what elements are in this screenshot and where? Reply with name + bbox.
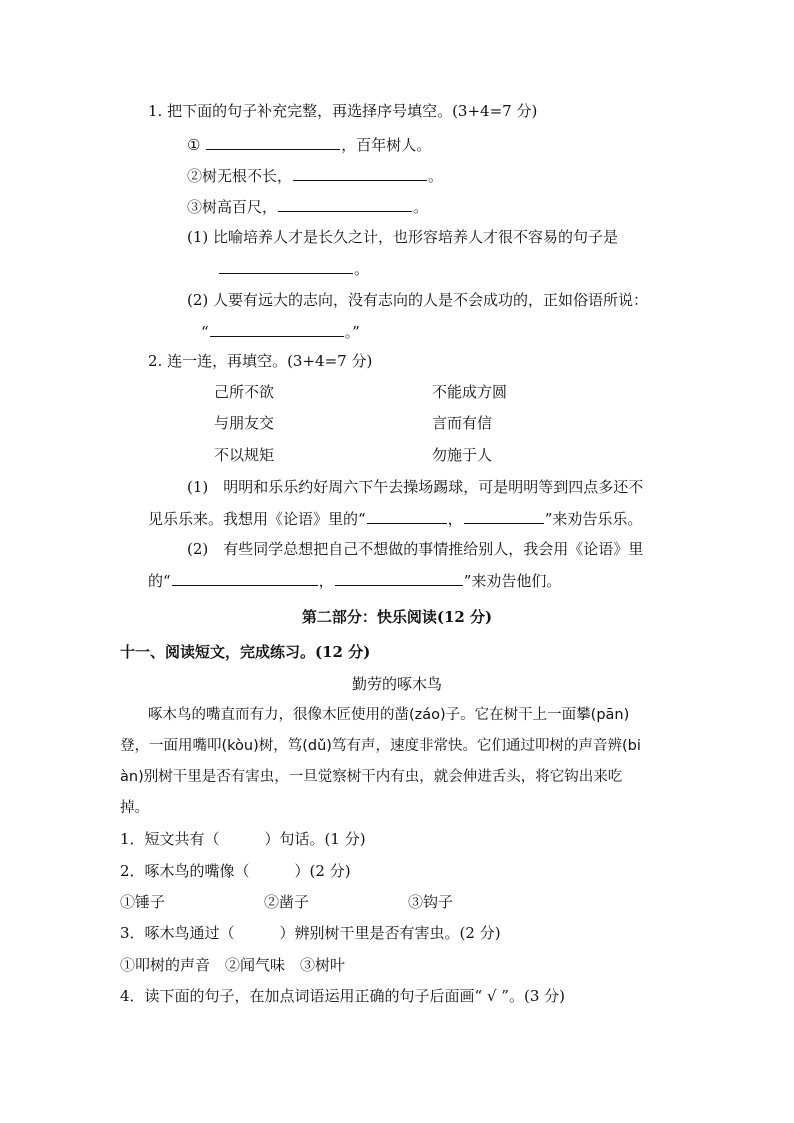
part2-heading: 第二部分：快乐阅读(12 分) [301, 608, 493, 626]
q1-item1-blank[interactable] [206, 134, 340, 150]
q2-sub1-blank-1[interactable] [367, 508, 447, 524]
q1-sub2-answer: “ 。” [201, 323, 360, 341]
q2-sub1-blank-2[interactable] [464, 508, 544, 524]
q2-right-3[interactable]: 勿施于人 [432, 446, 493, 464]
reading-question-4: 4．读下面的句子，在加点词语运用正确的句子后面画“ √ ”。(3 分) [120, 987, 565, 1005]
passage-line-4: 掉。 [120, 800, 149, 816]
q1-sub1: (1) 比喻培养人才是长久之计，也形容培养人才很不容易的句子是 [187, 228, 619, 246]
reading-question-2: 2．啄木鸟的嘴像（ ）(2 分) [120, 862, 351, 880]
reading-question-3: 3．啄木鸟通过（ ）辨别树干里是否有害虫。(2 分) [120, 924, 501, 942]
q2-sub2-blank-1[interactable] [172, 570, 318, 586]
q2-sub1-line1: (1) 明明和乐乐约好周六下午去操场踢球，可是明明等到四点多还不 [187, 478, 644, 496]
q1-sub2: (2) 人要有远大的志向，没有志向的人是不会成功的，正如俗语所说： [187, 291, 649, 309]
q2-right-1[interactable]: 不能成方圆 [432, 383, 508, 401]
q2-sub2-line1: (2) 有些同学总想把自己不想做的事情推给别人，我会用《论语》里 [187, 540, 644, 558]
passage-line-3: àn)别树干里是否有害虫，一旦觉察树干内有虫，就会伸进舌头，将它钩出来吃 [120, 769, 623, 785]
q1-item2: ②树无根不长， 。 [187, 167, 444, 185]
q2-option-1[interactable]: ①锤子 [120, 893, 166, 911]
section-11-title: 十一、阅读短文，完成练习。(12 分) [120, 643, 371, 661]
passage-line-2: 登，一面用嘴叩(kòu)树，笃(dǔ)笃有声，速度非常快。它们通过叩树的声音辨(bi [120, 738, 641, 754]
q1-sub1-answer: 。 [218, 258, 369, 279]
q2-left-3[interactable]: 不以规矩 [214, 446, 275, 464]
q1-item2-blank[interactable] [293, 165, 427, 181]
passage-line-1: 啄木鸟的嘴直而有力，很像木匠使用的凿(záo)子。它在树干上一面攀(pān) [148, 707, 630, 723]
reading-question-1: 1．短文共有（ ）句话。(1 分) [120, 830, 366, 848]
q2-right-2[interactable]: 言而有信 [432, 414, 493, 432]
passage-title: 勤劳的啄木鸟 [351, 675, 442, 693]
q2-sub2-blank-2[interactable] [335, 570, 463, 586]
q1-sub1-blank[interactable] [219, 258, 353, 274]
q2-sub2-line2: 的“ ， ”来劝告他们。 [148, 572, 562, 590]
q2-sub1-line2: 见乐乐来。我想用《论语》里的“ ， ”来劝告乐乐。 [148, 510, 643, 528]
q1-item3-blank[interactable] [278, 196, 412, 212]
q1-title: 1. 把下面的句子补充完整，再选择序号填空。(3+4=7 分) [148, 102, 538, 120]
q2-left-2[interactable]: 与朋友交 [214, 414, 275, 432]
q1-sub2-blank[interactable] [210, 321, 344, 337]
q1-item1: ① ，百年树人。 [187, 136, 432, 154]
q2-option-3[interactable]: ③钩子 [408, 893, 454, 911]
q2-title: 2. 连一连，再填空。(3+4=7 分) [148, 352, 373, 370]
q2-option-2[interactable]: ②凿子 [264, 893, 310, 911]
q2-left-1[interactable]: 己所不欲 [214, 383, 275, 401]
q1-item3: ③树高百尺， 。 [187, 198, 429, 216]
q3-options[interactable]: ①叩树的声音 ②闻气味 ③树叶 [120, 956, 346, 974]
